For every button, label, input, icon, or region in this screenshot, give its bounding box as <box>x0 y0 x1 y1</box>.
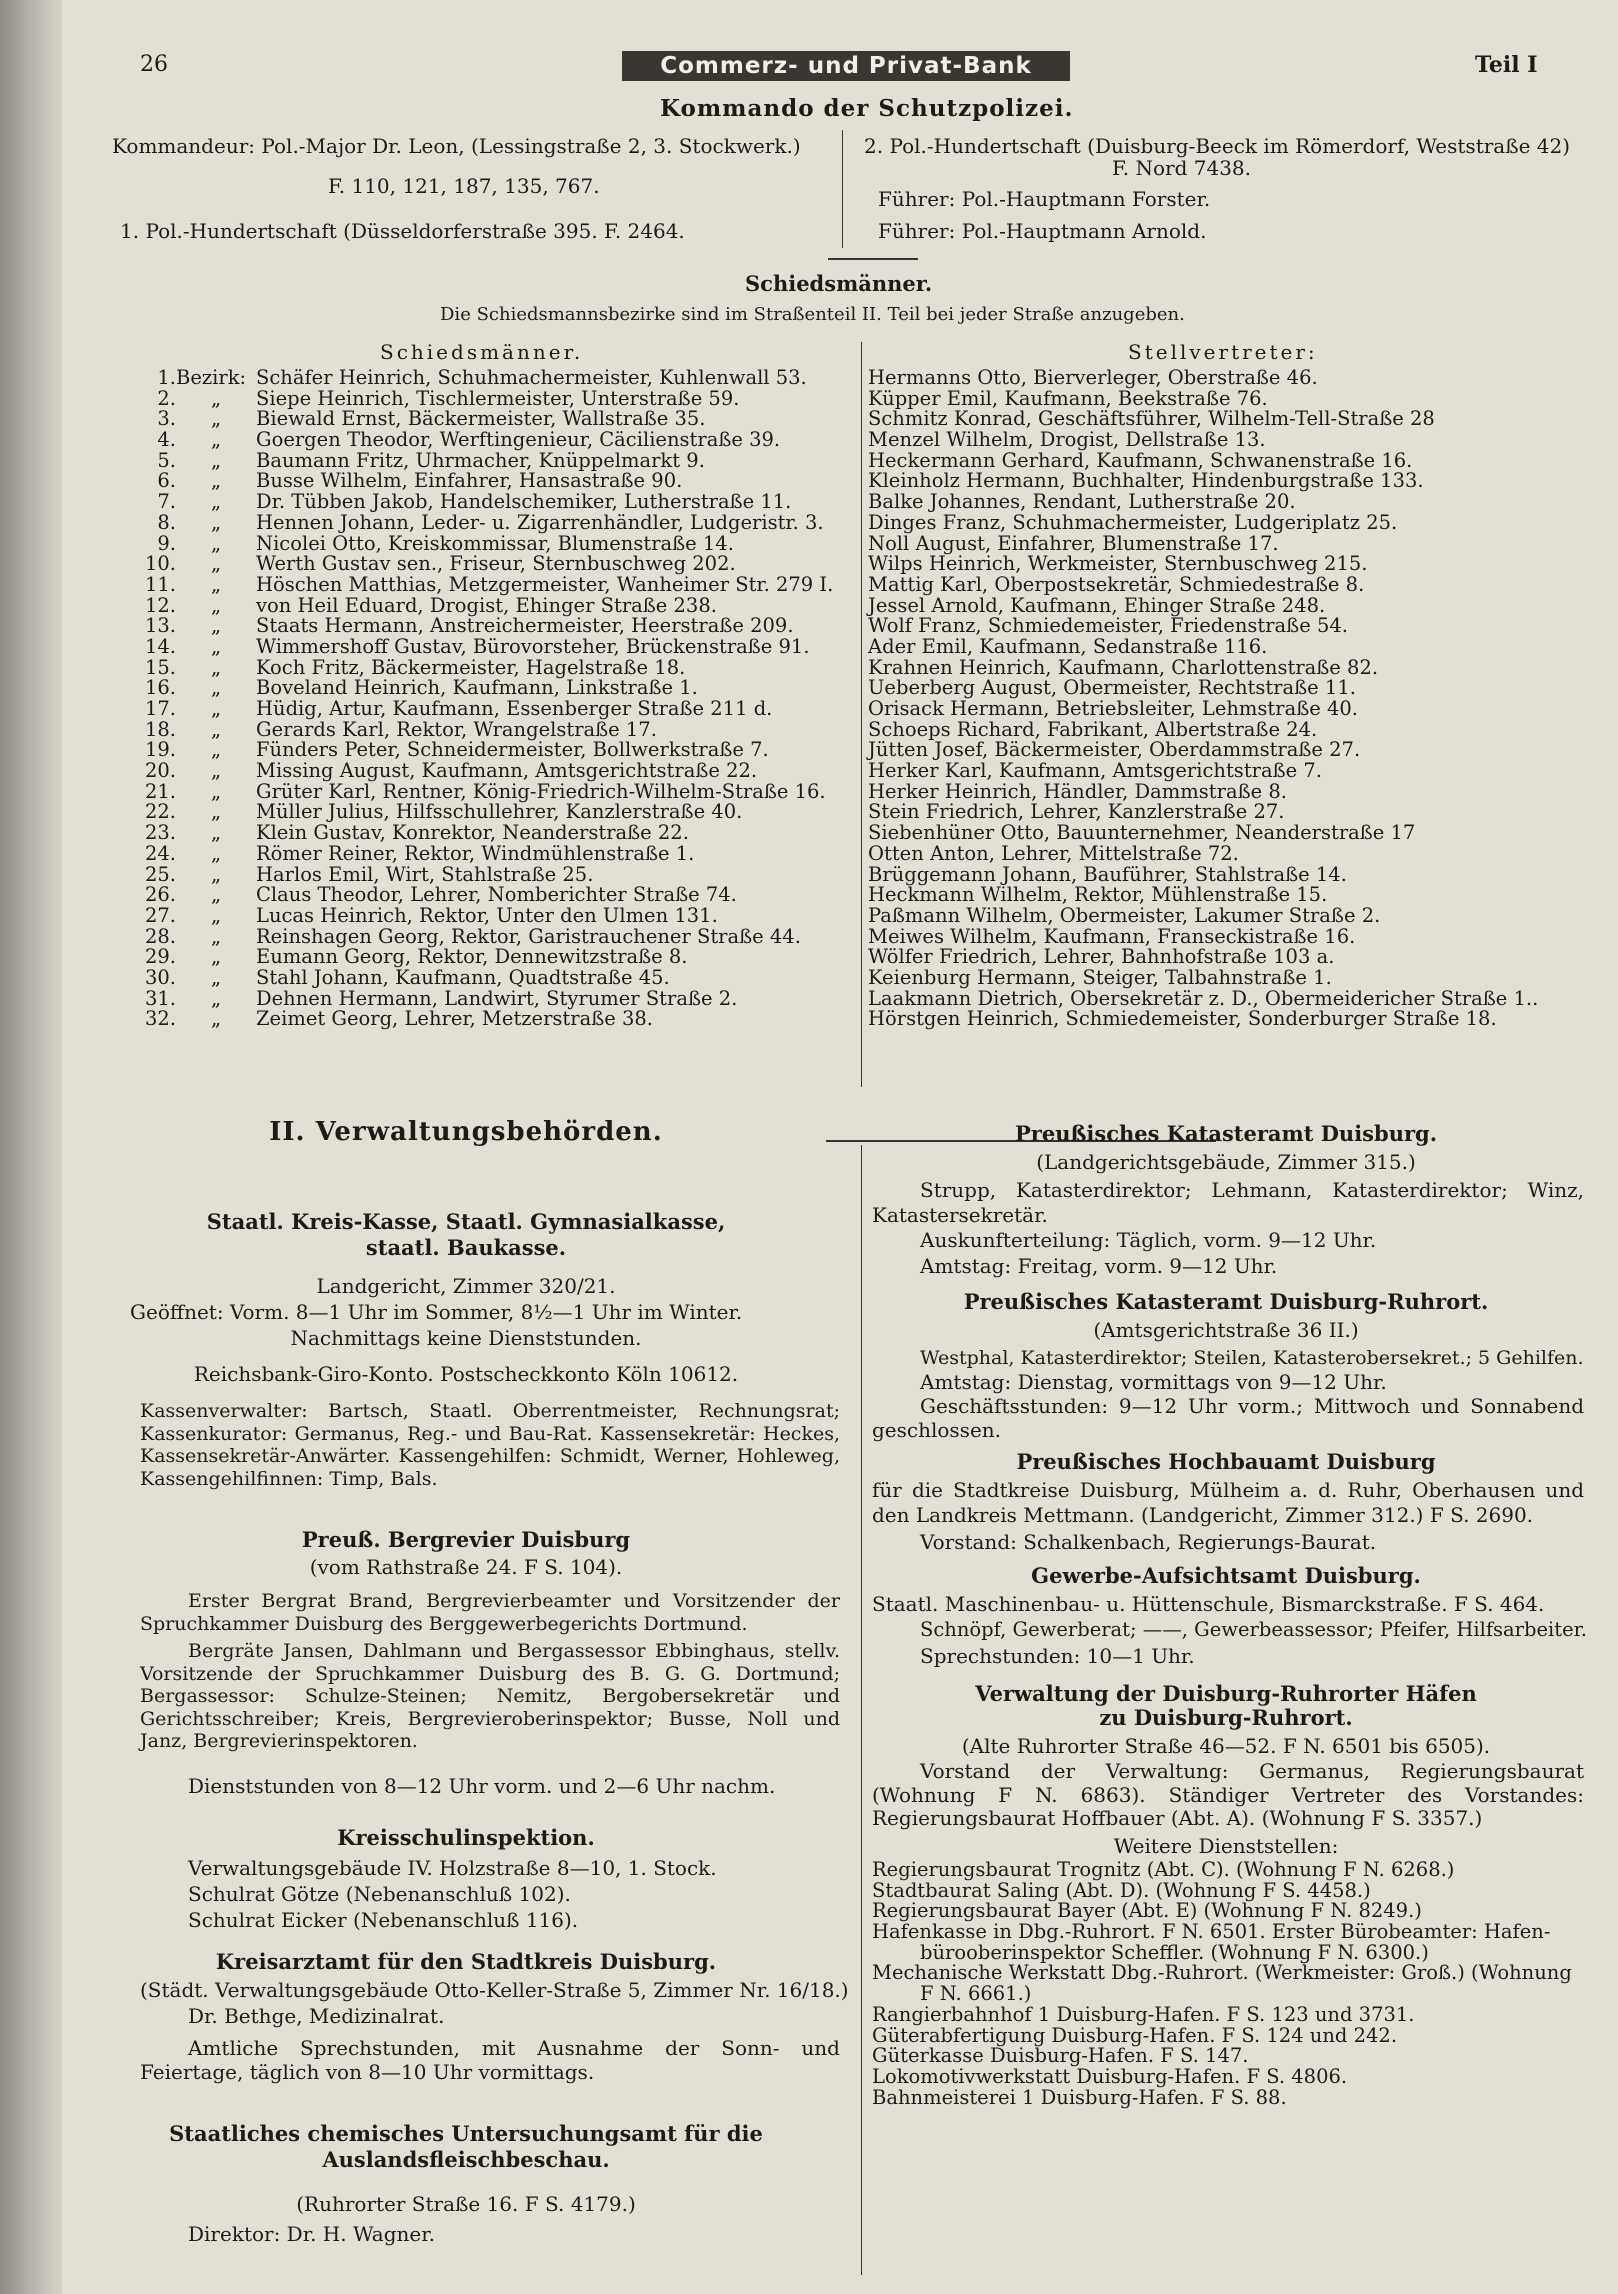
kreiskasse-line: Geöffnet: Vorm. 8—1 Uhr im Sommer, 8½—1 Uhr im Winter. <box>130 1300 743 1324</box>
kataster2-line: Amtstag: Dienstag, vormittags von 9—12 Uhr. <box>920 1370 1387 1394</box>
ditto-mark: „ <box>210 759 222 783</box>
schiedsmann-entry <box>126 761 833 782</box>
district-number: 17. <box>144 697 176 720</box>
schiedsmaenner-list <box>126 368 833 1030</box>
kreisarzt-title: Kreisarztamt für den Stadtkreis Duisburg. <box>215 1949 717 1974</box>
schiedsmann-name: Höschen Matthias, Metzgermeister, Wanheimer Str. 279 I. <box>256 572 834 596</box>
district-number: 28. <box>144 924 176 948</box>
gewerbe-title: Gewerbe-Aufsichtsamt Duisburg. <box>1031 1563 1421 1588</box>
schiedsmann-name: Römer Reiner, Rektor, Windmühlenstraße 1. <box>256 841 695 865</box>
ditto-mark: „ <box>210 924 222 948</box>
stellvertreter-entry: Herker Karl, Kaufmann, Amtsgerichtstraße 7. <box>868 759 1322 783</box>
ditto-mark: „ <box>210 572 222 596</box>
ditto-mark: „ <box>210 676 222 700</box>
schiedsmann-entry <box>126 678 833 699</box>
district-number: 2. <box>157 386 176 410</box>
ditto-mark: „ <box>210 407 222 431</box>
stellvertreter-entry: Ueberberg August, Obermeister, Rechtstraße 11. <box>868 676 1356 700</box>
stellvertreter-entry: Menzel Wilhelm, Drogist, Dellstraße 13. <box>868 428 1266 452</box>
district-number: 31. <box>144 986 176 1010</box>
stellvertreter-entry: Küpper Emil, Kaufmann, Beekstraße 76. <box>868 386 1268 410</box>
schiedsmann-entry <box>126 554 833 575</box>
stellvertreter-entry: Hermanns Otto, Bierverleger, Oberstraße 46. <box>868 366 1318 389</box>
stellvertreter-entry: Otten Anton, Lehrer, Mittelstraße 72. <box>868 841 1239 865</box>
dienststelle-line: Mechanische Werkstatt Dbg.-Ruhrort. (Werkmeister: Groß.) (Wohnung <box>872 1961 1572 1985</box>
dienststelle-line: Regierungsbaurat Bayer (Abt. E) (Wohnung F N. 8249.) <box>872 1899 1422 1923</box>
stellvertreter-entry: Noll August, Einfahrer, Blumenstraße 17. <box>868 531 1279 555</box>
district-number: 32. <box>144 1007 176 1031</box>
stellvertreter-entry: Meiwes Wilhelm, Kaufmann, Franseckistraße 16. <box>868 924 1356 948</box>
schiedsmann-name: Missing August, Kaufmann, Amtsgerichtstraße 22. <box>256 759 758 783</box>
ditto-mark: „ <box>210 883 222 907</box>
schiedsmann-entry <box>126 531 833 555</box>
schiedsmann-name: Dr. Tübben Jakob, Handelschemiker, Lutherstraße 11. <box>256 490 792 514</box>
leader-1: Führer: Pol.-Hauptmann Forster. <box>878 187 1211 211</box>
schiedsmann-entry <box>126 430 833 451</box>
district-number: 8. <box>157 510 176 534</box>
binding-edge <box>0 0 62 2294</box>
district-number: 26. <box>144 883 176 907</box>
district-number: 13. <box>144 614 176 638</box>
district-number: 11. <box>144 572 176 596</box>
kataster2-line: Westphal, Katasterdirektor; Steilen, Katasterobersekret.; 5 Gehilfen. <box>920 1347 1584 1369</box>
schiedsmann-name: Biewald Ernst, Bäckermeister, Wallstraße 35. <box>256 407 706 431</box>
kreisarzt-line: (Städt. Verwaltungsgebäude Otto-Keller-Straße 5, Zimmer Nr. 16/18.) <box>140 1978 849 2002</box>
schiedsmann-name: Busse Wilhelm, Einfahrer, Hansastraße 90. <box>256 469 683 493</box>
district-number: 19. <box>144 738 176 762</box>
schiedsmann-entry <box>126 885 833 906</box>
district-number: 23. <box>144 821 176 845</box>
ditto-mark: „ <box>210 986 222 1010</box>
stellvertreter-entry: Kleinholz Hermann, Buchhalter, Hindenburgstraße 133. <box>868 469 1424 493</box>
stellvertreter-entry: Wilps Heinrich, Werkmeister, Sternbuschweg 215. <box>868 552 1368 576</box>
district-number: 20. <box>144 759 176 783</box>
stellvertreter-entry: Ader Emil, Kaufmann, Sedanstraße 116. <box>868 634 1268 658</box>
dienststelle-line: Hafenkasse in Dbg.-Ruhrort. F N. 6501. Erster Bürobeamter: Hafen- <box>872 1920 1551 1944</box>
dienststelle-line: Stadtbaurat Saling (Abt. D). (Wohnung F S. 4458.) <box>872 1878 1371 1902</box>
schiedsmann-name: Zeimet Georg, Lehrer, Metzerstraße 38. <box>256 1007 653 1031</box>
kreisschul-line: Schulrat Eicker (Nebenanschluß 116). <box>188 1908 579 1932</box>
schiedsmann-entry <box>126 655 833 679</box>
dienststelle-line: Bahnmeisterei 1 Duisburg-Hafen. F S. 88. <box>872 2085 1287 2109</box>
stellvertreter-entry: Siebenhüner Otto, Bauunternehmer, Neanderstraße 17 <box>868 821 1416 845</box>
schiedsmann-name: Baumann Fritz, Uhrmacher, Knüppelmarkt 9. <box>256 448 705 472</box>
unit-1-line: 1. Pol.-Hundertschaft (Düsseldorferstraße 395. F. 2464. <box>120 219 685 243</box>
kreisschul-line: Verwaltungsgebäude IV. Holzstraße 8—10, 1. Stock. <box>188 1856 717 1880</box>
district-number: 9. <box>157 531 176 555</box>
kataster1-staff: Strupp, Katasterdirektor; Lehmann, Katasterdirektor; Winz, Katastersekretär. <box>872 1178 1584 1227</box>
stellvertreter-entry: Jessel Arnold, Kaufmann, Ehinger Straße 248. <box>868 593 1326 617</box>
gewerbe-line: Sprechstunden: 10—1 Uhr. <box>920 1644 1195 1668</box>
stellvertreter-entry: Krahnen Heinrich, Kaufmann, Charlottenstraße 82. <box>868 655 1379 679</box>
bergrevier-title: Preuß. Bergrevier Duisburg <box>301 1527 631 1552</box>
kreiskasse-line: Nachmittags keine Dienststunden. <box>290 1326 642 1350</box>
stellvertreter-entry: Orisack Hermann, Betriebsleiter, Lehmstraße 40. <box>868 697 1358 720</box>
schiedsmann-entry <box>126 368 833 389</box>
ditto-mark: „ <box>210 821 222 845</box>
bergrevier-sub: (vom Rathstraße 24. F S. 104). <box>309 1555 623 1579</box>
district-number: 25. <box>144 862 176 886</box>
schiedsmann-name: Nicolei Otto, Kreiskommissar, Blumenstraße 14. <box>256 531 734 555</box>
schiedsmann-entry <box>126 448 833 472</box>
ditto-mark: „ <box>210 448 222 472</box>
district-number: 12. <box>144 593 176 617</box>
bank-name-banner: Commerz- und Privat-Bank <box>622 51 1070 81</box>
kreisarzt-para: Amtliche Sprechstunden, mit Ausnahme der Sonn- und Feiertage, täglich von 8—10 Uhr vormittags. <box>140 2036 840 2084</box>
stellvertreter-entry: Hörstgen Heinrich, Schmiedemeister, Sonderburger Straße 18. <box>868 1007 1497 1031</box>
dienststelle-line: Güterkasse Duisburg-Hafen. F S. 147. <box>872 2044 1249 2068</box>
schiedsmann-entry <box>126 947 833 968</box>
schiedsmann-name: Fünders Peter, Schneidermeister, Bollwerkstraße 7. <box>256 738 769 762</box>
ditto-mark: „ <box>210 945 222 969</box>
schiedsmann-entry <box>126 572 834 596</box>
part-label: Teil I <box>1475 52 1538 78</box>
kreisschul-line: Schulrat Götze (Nebenanschluß 102). <box>188 1882 571 1906</box>
column-header-schiedsmaenner: Schiedsmänner. <box>380 340 584 364</box>
schiedsmann-entry <box>126 699 833 720</box>
chemisch-line: (Ruhrorter Straße 16. F S. 4179.) <box>296 2192 636 2216</box>
kataster1-title: Preußisches Katasteramt Duisburg. <box>1014 1121 1438 1146</box>
stellvertreter-entry: Herker Heinrich, Händler, Dammstraße 8. <box>868 779 1287 803</box>
schiedsmann-entry <box>126 492 833 513</box>
kreiskasse-title-1: Staatl. Kreis-Kasse, Staatl. Gymnasialkasse, <box>206 1209 726 1234</box>
ditto-mark: „ <box>210 490 222 514</box>
hafen-sub: (Alte Ruhrorter Straße 46—52. F N. 6501 bis 6505). <box>961 1734 1491 1758</box>
schiedsmann-name: Eumann Georg, Rektor, Dennewitzstraße 8. <box>256 945 688 969</box>
schiedsmann-entry <box>126 924 833 948</box>
ditto-mark: „ <box>210 386 222 410</box>
kreiskasse-staff: Kassenverwalter: Bartsch, Staatl. Oberrentmeister, Rechnungsrat; Kassenkurator: Germanus, Reg.- und Bau-Rat. Kassensekretär: Heckes, Kassensekretär-Anwärter. Kassengehilfen: Schmidt, Werner, Hohleweg, Kassengehilfinnen: Timp, Bals. <box>140 1400 840 1490</box>
stellvertreter-list <box>868 368 1538 1030</box>
district-number: 5. <box>157 448 176 472</box>
district-number: 18. <box>144 717 176 741</box>
schiedsmann-name: Stahl Johann, Kaufmann, Quadtstraße 45. <box>256 965 670 989</box>
schiedsmann-name: von Heil Eduard, Drogist, Ehinger Straße 238. <box>256 593 717 617</box>
district-number: 16. <box>144 676 176 700</box>
kataster2-hours: Geschäftsstunden: 9—12 Uhr vorm.; Mittwoch und Sonnabend geschlossen. <box>872 1394 1584 1442</box>
stellvertreter-entry: Laakmann Dietrich, Obersekretär z. D., Obermeidericher Straße 1.. <box>868 986 1539 1010</box>
ditto-mark: „ <box>210 903 222 927</box>
schiedsmann-entry <box>126 986 833 1010</box>
hafen-title-1: Verwaltung der Duisburg-Ruhrorter Häfen <box>975 1681 1477 1706</box>
stellvertreter-entry: Schoeps Richard, Fabrikant, Albertstraße 24. <box>868 717 1318 741</box>
ditto-mark: „ <box>210 738 222 762</box>
page-number: 26 <box>140 52 168 77</box>
kreiskasse-title-2: staatl. Baukasse. <box>365 1235 567 1260</box>
hafen-title-2: zu Duisburg-Ruhrort. <box>1099 1705 1353 1730</box>
schiedsmann-entry <box>126 1009 833 1030</box>
district-label: Bezirk: <box>176 366 247 389</box>
column-divider <box>861 1145 862 2275</box>
schiedsmann-name: Schäfer Heinrich, Schuhmachermeister, Kuhlenwall 53. <box>256 366 807 389</box>
schiedsmann-entry <box>126 593 833 617</box>
stellvertreter-entry: Keienburg Hermann, Steiger, Talbahnstraße 1. <box>868 965 1332 989</box>
section-title-schiedsmaenner: Schiedsmänner. <box>745 271 933 296</box>
district-number: 29. <box>144 945 176 969</box>
schiedsmann-entry <box>126 634 833 658</box>
gewerbe-line: Schnöpf, Gewerberat; ——, Gewerbeassessor; Pfeifer, Hilfsarbeiter. <box>920 1618 1588 1641</box>
ditto-mark: „ <box>210 634 222 658</box>
schiedsmann-entry <box>126 802 833 823</box>
unit-2-phone: F. Nord 7438. <box>1112 156 1251 180</box>
dienststelle-line: Regierungsbaurat Trognitz (Abt. C). (Wohnung F N. 6268.) <box>872 1858 1455 1881</box>
schiedsmann-name: Hüdig, Artur, Kaufmann, Essenberger Straße 211 d. <box>256 697 773 720</box>
kataster2-sub: (Amtsgerichtstraße 36 II.) <box>1093 1318 1359 1342</box>
schiedsmaenner-note: Die Schiedsmannsbezirke sind im Straßenteil II. Teil bei jeder Straße anzugeben. <box>440 304 1185 325</box>
chemisch-title-2: Auslandsfleischbeschau. <box>322 2147 610 2172</box>
section-title-schutzpolizei: Kommando der Schutzpolizei. <box>660 95 1074 122</box>
bergrevier-para: Bergräte Jansen, Dahlmann und Bergassessor Ebbinghaus, stellv. Vorsitzende der Spruchkammer Duisburg des B. G. G. Dortmund; Bergassessor: Schulze-Steinen; Nemitz, Bergobersekretär und Gerichtsschreiber; Kreis, Bergrevieroberinspektor; Busse, Noll und Janz, Bergrevierinspektoren. <box>140 1640 840 1752</box>
schiedsmann-name: Goergen Theodor, Werftingenieur, Cäcilienstraße 39. <box>256 428 781 452</box>
stellvertreter-entry: Mattig Karl, Oberpostsekretär, Schmiedestraße 8. <box>868 572 1365 596</box>
kataster1-line: Amtstag: Freitag, vorm. 9—12 Uhr. <box>920 1254 1278 1278</box>
schiedsmann-name: Hennen Johann, Leder- u. Zigarrenhändler, Ludgeristr. 3. <box>256 510 824 534</box>
ditto-mark: „ <box>210 614 222 638</box>
kataster2-title: Preußisches Katasteramt Duisburg-Ruhrort. <box>963 1289 1489 1314</box>
gewerbe-line: Staatl. Maschinenbau- u. Hüttenschule, Bismarckstraße. F S. 464. <box>872 1592 1545 1616</box>
stellvertreter-entry: Dinges Franz, Schuhmachermeister, Ludgeriplatz 25. <box>868 510 1398 534</box>
ditto-mark: „ <box>210 593 222 617</box>
stellvertreter-entry: Wolf Franz, Schmiedemeister, Friedenstraße 54. <box>868 614 1348 638</box>
district-number: 3. <box>157 407 176 431</box>
leader-2: Führer: Pol.-Hauptmann Arnold. <box>878 219 1207 243</box>
district-number: 24. <box>144 841 176 865</box>
ditto-mark: „ <box>210 469 222 493</box>
schiedsmann-entry <box>126 471 833 492</box>
district-number: 15. <box>144 655 176 679</box>
column-divider <box>861 342 862 1087</box>
schiedsmann-name: Koch Fritz, Bäckermeister, Hagelstraße 18. <box>256 655 686 679</box>
dienststelle-line: bürooberinspektor Scheffler. (Wohnung F N. 6300.) <box>920 1940 1429 1964</box>
kataster1-line: Auskunfterteilung: Täglich, vorm. 9—12 Uhr. <box>920 1228 1377 1252</box>
schiedsmann-name: Staats Hermann, Anstreichermeister, Heerstraße 209. <box>256 614 794 638</box>
commander-phones: F. 110, 121, 187, 135, 767. <box>328 174 600 198</box>
schiedsmann-name: Boveland Heinrich, Kaufmann, Linkstraße 1. <box>256 676 698 700</box>
district-number: 10. <box>144 552 176 576</box>
unit-2-line: 2. Pol.-Hundertschaft (Duisburg-Beeck im Römerdorf, Weststraße 42) <box>864 134 1571 158</box>
dienststelle-line: Rangierbahnhof 1 Duisburg-Hafen. F S. 123 und 3731. <box>872 2002 1415 2026</box>
stellvertreter-entry: Jütten Josef, Bäckermeister, Oberdammstraße 27. <box>868 738 1361 762</box>
schiedsmann-name: Siepe Heinrich, Tischlermeister, Unterstraße 59. <box>256 386 740 410</box>
district-number: 21. <box>144 779 176 803</box>
hochbau-para: für die Stadtkreise Duisburg, Mülheim a. d. Ruhr, Oberhausen und den Landkreis Mettmann. (Landgericht, Zimmer 312.) F S. 2690. <box>872 1478 1584 1527</box>
kreiskasse-line: Reichsbank-Giro-Konto. Postscheckkonto Köln 10612. <box>193 1362 739 1386</box>
hafen-weitere-label: Weitere Dienststellen: <box>1113 1834 1339 1858</box>
hafen-dienststellen-list <box>872 1860 1572 2108</box>
schiedsmann-name: Werth Gustav sen., Friseur, Sternbuschweg 202. <box>256 552 736 576</box>
kreisschul-title: Kreisschulinspektion. <box>337 1825 595 1850</box>
district-number: 6. <box>157 469 176 493</box>
schiedsmann-name: Müller Julius, Hilfsschullehrer, Kanzlerstraße 40. <box>256 800 743 824</box>
stellvertreter-entry: Balke Johannes, Rendant, Lutherstraße 20. <box>868 490 1296 514</box>
district-number: 22. <box>144 800 176 824</box>
bergrevier-para: Erster Bergrat Brand, Bergrevierbeamter und Vorsitzender der Spruchkammer Duisburg des Berggewerbegerichts Dortmund. <box>140 1590 840 1635</box>
schiedsmann-name: Claus Theodor, Lehrer, Nomberichter Straße 74. <box>256 883 737 907</box>
schiedsmann-entry <box>126 740 833 761</box>
dienststelle-line: F N. 6661.) <box>920 1982 1032 2006</box>
schiedsmann-entry <box>126 841 833 865</box>
ditto-mark: „ <box>210 531 222 555</box>
rule <box>828 258 918 260</box>
chemisch-director: Direktor: Dr. H. Wagner. <box>188 2222 435 2246</box>
stellvertreter-entry: Paßmann Wilhelm, Obermeister, Lakumer Straße 2. <box>868 903 1381 927</box>
schiedsmann-name: Gerards Karl, Rektor, Wrangelstraße 17. <box>256 717 657 741</box>
schiedsmann-entry <box>126 616 833 637</box>
schiedsmann-name: Wimmershoff Gustav, Bürovorsteher, Brückenstraße 91. <box>256 634 810 658</box>
ditto-mark: „ <box>210 552 222 576</box>
ditto-mark: „ <box>210 800 222 824</box>
schiedsmann-entry <box>126 779 833 803</box>
hochbau-line: Vorstand: Schalkenbach, Regierungs-Baurat. <box>920 1530 1377 1554</box>
schiedsmann-entry <box>126 386 833 410</box>
column-divider <box>842 130 843 248</box>
column-header-stellvertreter: Stellvertreter: <box>1128 340 1318 364</box>
schiedsmann-name: Lucas Heinrich, Rektor, Unter den Ulmen 131. <box>256 903 718 927</box>
schiedsmann-name: Harlos Emil, Wirt, Stahlstraße 25. <box>256 862 594 886</box>
stellvertreter-entry: Heckermann Gerhard, Kaufmann, Schwanenstraße 16. <box>868 448 1413 472</box>
ditto-mark: „ <box>210 965 222 989</box>
section-title-verwaltung: II. Verwaltungsbehörden. <box>269 1117 663 1147</box>
district-number: 1. <box>157 366 176 389</box>
schiedsmann-entry <box>126 717 833 741</box>
schiedsmann-entry <box>126 862 833 886</box>
schiedsmann-name: Klein Gustav, Konrektor, Neanderstraße 22. <box>256 821 689 845</box>
schiedsmann-entry <box>126 965 833 989</box>
ditto-mark: „ <box>210 779 222 803</box>
schiedsmann-name: Dehnen Hermann, Landwirt, Styrumer Straße 2. <box>256 986 738 1010</box>
ditto-mark: „ <box>210 655 222 679</box>
ditto-mark: „ <box>210 697 222 720</box>
ditto-mark: „ <box>210 510 222 534</box>
ditto-mark: „ <box>210 717 222 741</box>
stellvertreter-entry: Schmitz Konrad, Geschäftsführer, Wilhelm-Tell-Straße 28 <box>868 407 1435 431</box>
district-number: 30. <box>144 965 176 989</box>
kreiskasse-line: Landgericht, Zimmer 320/21. <box>316 1274 616 1298</box>
schiedsmann-entry <box>126 903 833 927</box>
schiedsmann-entry <box>126 409 833 430</box>
district-number: 14. <box>144 634 176 658</box>
bergrevier-hours: Dienststunden von 8—12 Uhr vorm. und 2—6 Uhr nachm. <box>188 1774 776 1798</box>
schiedsmann-entry <box>126 823 833 844</box>
kreisarzt-line: Dr. Bethge, Medizinalrat. <box>188 2004 445 2028</box>
schiedsmann-name: Reinshagen Georg, Rektor, Garistrauchener Straße 44. <box>256 924 801 948</box>
schiedsmann-entry <box>126 510 833 534</box>
stellvertreter-entry: Stein Friedrich, Lehrer, Kanzlerstraße 27. <box>868 800 1285 824</box>
ditto-mark: „ <box>210 1007 222 1031</box>
commander-line: Kommandeur: Pol.-Major Dr. Leon, (Lessingstraße 2, 3. Stockwerk.) <box>112 134 801 158</box>
stellvertreter-entry: Wölfer Friedrich, Lehrer, Bahnhofstraße 103 a. <box>868 945 1335 969</box>
schiedsmann-name: Grüter Karl, Rentner, König-Friedrich-Wilhelm-Straße 16. <box>256 779 826 803</box>
hochbau-title: Preußisches Hochbauamt Duisburg <box>1016 1449 1436 1474</box>
hafen-board: Vorstand der Verwaltung: Germanus, Regierungsbaurat (Wohnung F N. 6863). Ständiger Vertreter des Vorstandes: Regierungsbaurat Hoffbauer (Abt. A). (Wohnung F S. 3357.) <box>872 1759 1584 1830</box>
chemisch-title-1: Staatliches chemisches Untersuchungsamt für die <box>169 2121 763 2146</box>
district-number: 7. <box>157 490 176 514</box>
stellvertreter-entry: Heckmann Wilhelm, Rektor, Mühlenstraße 15. <box>868 883 1328 907</box>
ditto-mark: „ <box>210 841 222 865</box>
dienststelle-line: Lokomotivwerkstatt Duisburg-Hafen. F S. 4806. <box>872 2064 1348 2088</box>
dienststelle-line: Güterabfertigung Duisburg-Hafen. F S. 124 und 242. <box>872 2023 1398 2047</box>
ditto-mark: „ <box>210 862 222 886</box>
ditto-mark: „ <box>210 428 222 452</box>
kataster1-sub: (Landgerichtsgebäude, Zimmer 315.) <box>1036 1150 1416 1174</box>
district-number: 4. <box>157 428 176 452</box>
stellvertreter-entry: Brüggemann Johann, Bauführer, Stahlstraße 14. <box>868 862 1347 886</box>
district-number: 27. <box>144 903 176 927</box>
